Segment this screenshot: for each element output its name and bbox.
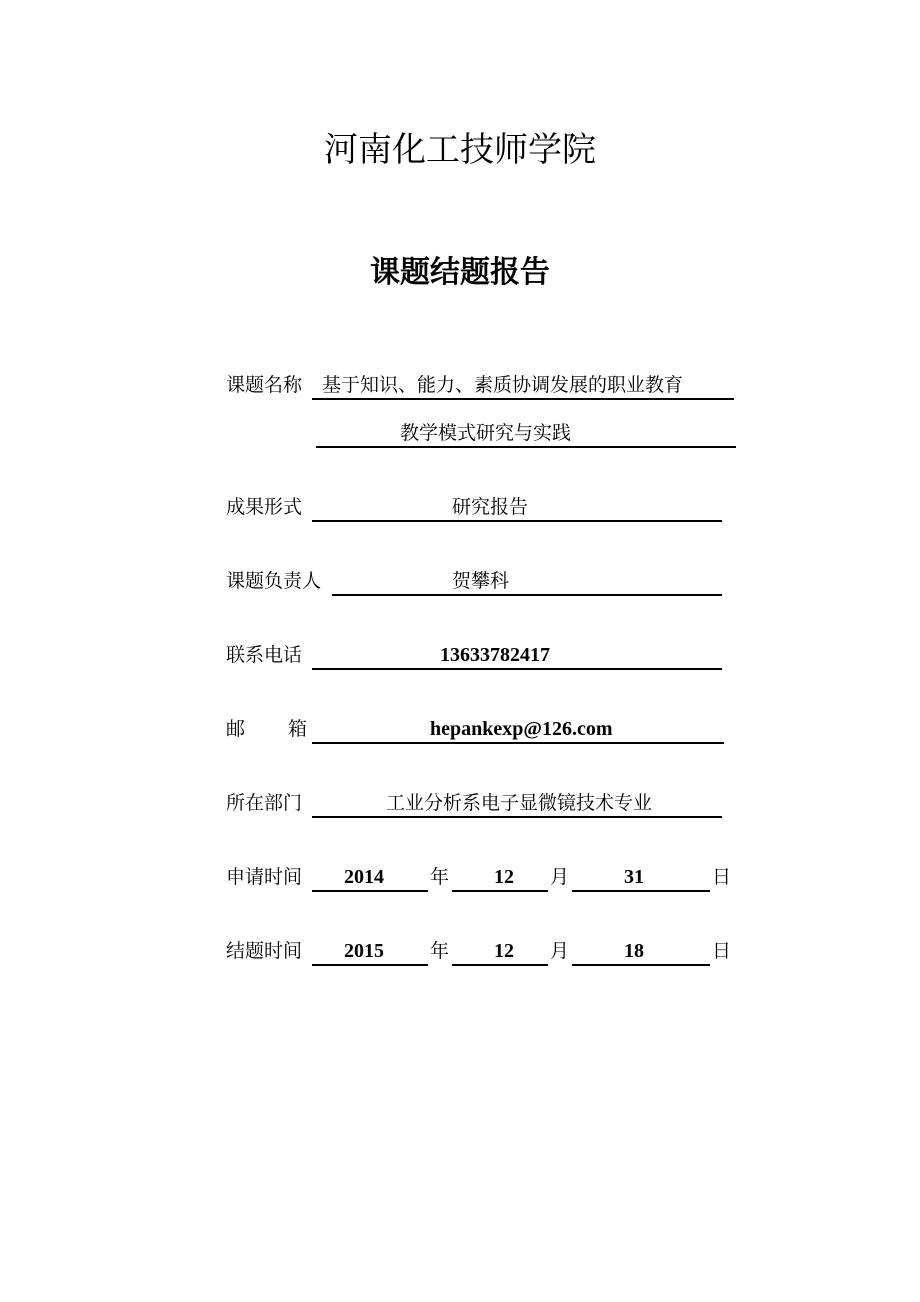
topic-value-line2: 教学模式研究与实践 xyxy=(400,422,572,444)
email-label-char2: 箱 xyxy=(288,718,308,740)
result-form-label: 成果形式 xyxy=(226,496,303,518)
leader-underline xyxy=(332,566,722,596)
department-value: 工业分析系电子显微镜技术专业 xyxy=(386,792,653,814)
leader-row xyxy=(226,566,746,596)
close-month-value: 12 xyxy=(494,940,514,962)
close-date-row xyxy=(226,936,746,966)
phone-label: 联系电话 xyxy=(226,644,303,666)
phone-row xyxy=(226,640,746,670)
close-day-value: 18 xyxy=(624,940,644,962)
apply-date-label: 申请时间 xyxy=(226,866,303,888)
close-day-unit: 日 xyxy=(712,940,732,962)
report-title: 课题结题报告 xyxy=(370,255,550,290)
topic-value-line1: 基于知识、能力、素质协调发展的职业教育 xyxy=(322,374,684,396)
email-row xyxy=(226,714,746,744)
topic-row-2 xyxy=(226,418,746,448)
apply-month-value: 12 xyxy=(494,866,514,888)
topic-label: 课题名称 xyxy=(226,374,303,396)
result-form-row xyxy=(226,492,746,522)
close-year-value: 2015 xyxy=(344,940,384,962)
result-form-value: 研究报告 xyxy=(452,496,529,518)
close-date-label: 结题时间 xyxy=(226,940,303,962)
department-label: 所在部门 xyxy=(226,792,303,814)
leader-value: 贺攀科 xyxy=(452,570,510,592)
email-label-char1: 邮 xyxy=(226,718,246,740)
apply-year-unit: 年 xyxy=(430,866,450,888)
close-year-unit: 年 xyxy=(430,940,450,962)
department-row xyxy=(226,788,746,818)
school-name: 河南化工技师学院 xyxy=(324,130,596,170)
apply-month-unit: 月 xyxy=(550,866,570,888)
phone-value: 13633782417 xyxy=(440,644,550,666)
email-value: hepankexp@126.com xyxy=(430,718,613,740)
apply-day-value: 31 xyxy=(624,866,644,888)
apply-year-value: 2014 xyxy=(344,866,384,888)
topic-row xyxy=(226,370,746,400)
leader-label: 课题负责人 xyxy=(226,570,322,592)
close-month-unit: 月 xyxy=(550,940,570,962)
apply-day-unit: 日 xyxy=(712,866,732,888)
apply-date-row xyxy=(226,862,746,892)
